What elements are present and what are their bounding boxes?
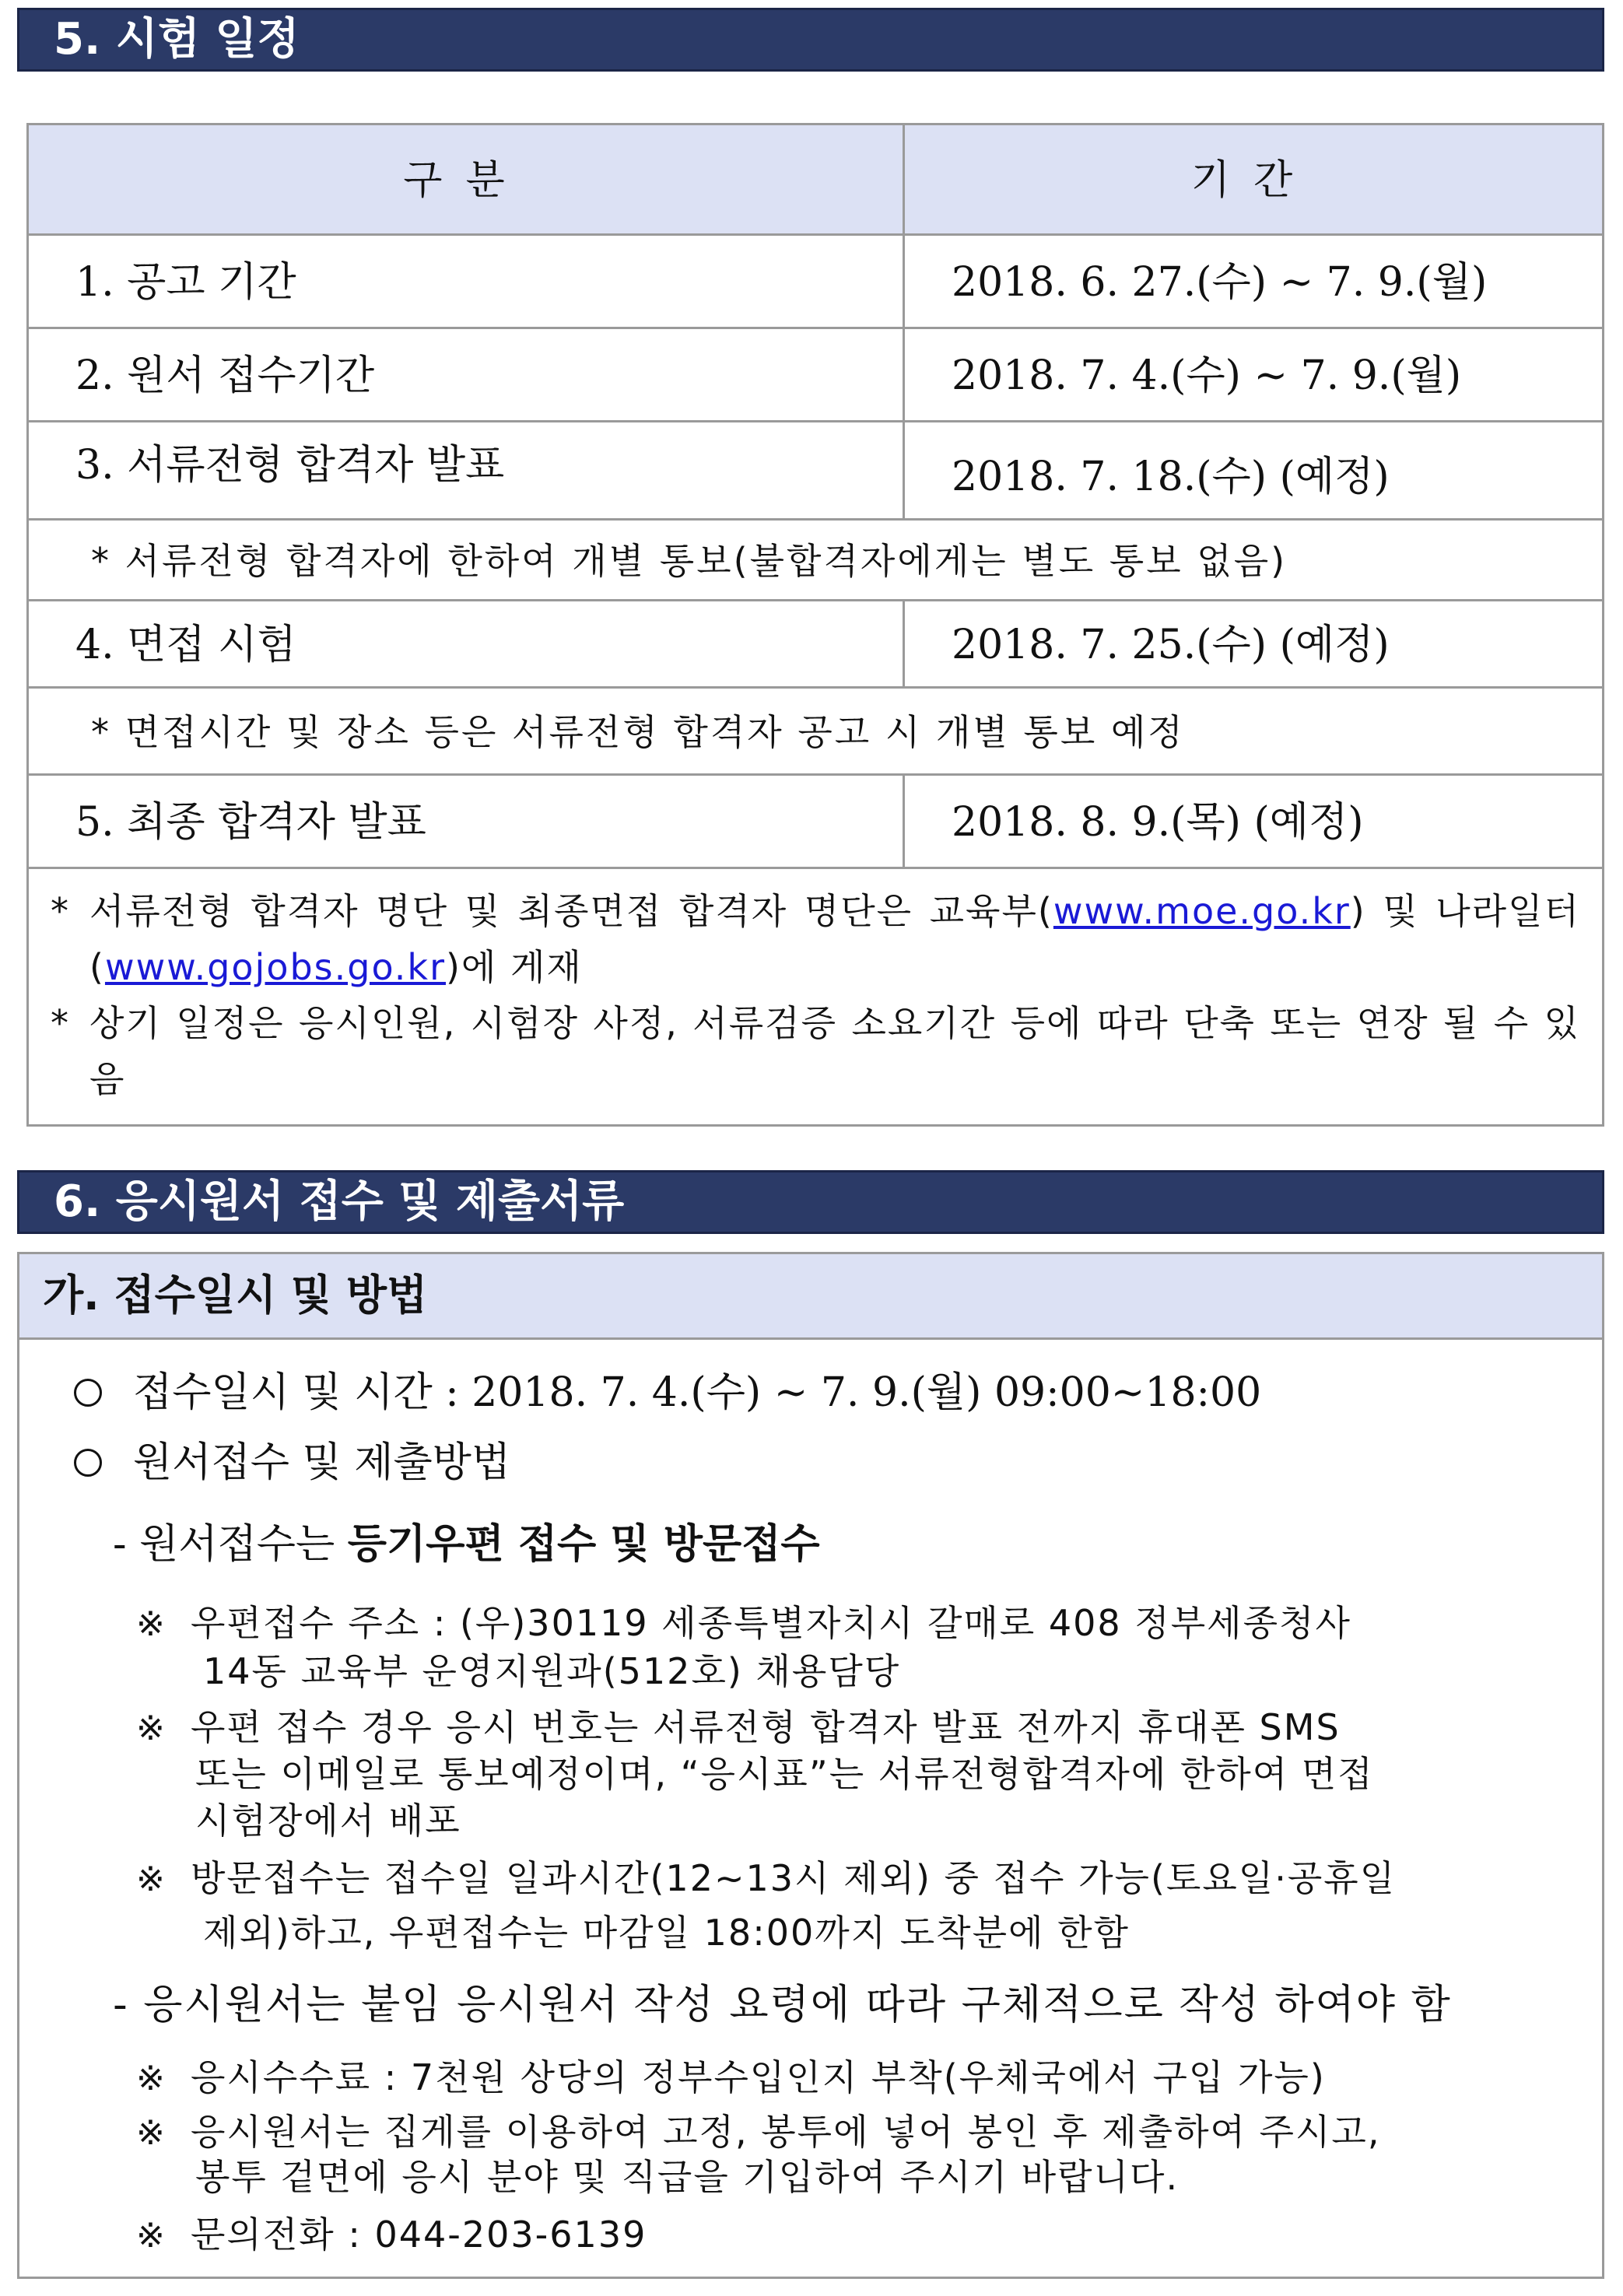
footnote-2 bbox=[51, 995, 1580, 1107]
footnote-text: 서류전형 합격자 명단 및 최종면접 합격자 명단은 교육부( bbox=[89, 890, 1053, 932]
dash-item-receipt bbox=[113, 1511, 820, 1569]
dash-item-form: - 응시원서는 붙임 응시원서 작성 요령에 따라 구체적으로 작성 하여야 함 bbox=[113, 1982, 1452, 2028]
note-text: 14동 교육부 운영지원과(512호) 채용담당 bbox=[203, 1650, 901, 1692]
note-text: 봉투 겉면에 응시 분야 및 직급을 기입하여 주시기 바랍니다. bbox=[195, 2156, 1180, 2198]
dash-bold-text: 등기우편 접수 및 방문접수 bbox=[347, 1520, 820, 1568]
application-box bbox=[17, 1252, 1604, 2279]
note-text: 우편접수 주소 : (우)30119 세종특별자치시 갈매로 408 정부세종청사 bbox=[191, 1602, 1351, 1644]
row-label: 1. 공고 기간 bbox=[29, 236, 905, 327]
note-envelope bbox=[136, 2104, 1381, 2155]
note-contact bbox=[136, 2207, 647, 2258]
footnote-text: 상기 일정은 응시인원, 시험장 사정, 서류검증 소요기간 등에 따라 단축 또는 연장 될 수 있음 bbox=[89, 1002, 1580, 1100]
reference-mark-icon: ※ bbox=[136, 1860, 167, 1899]
note-text: 시험장에서 배포 bbox=[195, 1800, 461, 1842]
bullet-text: 원서접수 및 제출방법 bbox=[133, 1439, 511, 1486]
moe-link[interactable]: www.moe.go.kr bbox=[1053, 890, 1351, 932]
table-footnotes bbox=[29, 869, 1602, 1124]
row-note-interview: * 면접시간 및 장소 등은 서류전형 합격자 공고 시 개별 통보 예정 bbox=[29, 689, 1602, 776]
table-row bbox=[29, 329, 1602, 422]
row-label: 3. 서류전형 합격자 발표 bbox=[29, 422, 905, 518]
bullet-method bbox=[74, 1429, 510, 1488]
footnote-text: ) 및 나라일터( bbox=[89, 890, 1580, 988]
header-period: 기간 bbox=[1190, 157, 1316, 204]
row-label: 4. 면접 시험 bbox=[29, 601, 905, 686]
note-text: 응시수수료 : 7천원 상당의 정부수입인지 부착(우체국에서 구입 가능) bbox=[191, 2056, 1326, 2098]
note-text: 방문접수는 접수일 일과시간(12~13시 제외) 중 접수 가능(토요일·공휴일 bbox=[191, 1857, 1397, 1899]
footnote-text: )에 게재 bbox=[445, 946, 583, 988]
circle-bullet-icon bbox=[74, 1379, 102, 1407]
reference-mark-icon: ※ bbox=[136, 1709, 167, 1748]
note-text: 또는 이메일로 통보예정이며, “응시표”는 서류전형합격자에 한하여 면접 bbox=[195, 1753, 1374, 1795]
table-row bbox=[29, 601, 1602, 689]
note-text: 제외)하고, 우편접수는 마감일 18:00까지 도착분에 한함 bbox=[203, 1912, 1130, 1954]
row-period: 2018. 7. 18.(수) (예정) bbox=[952, 454, 1390, 500]
bullet-text: 접수일시 및 시간 : 2018. 7. 4.(수) ~ 7. 9.(월) 09:00~18:00 bbox=[133, 1369, 1262, 1416]
table-header-row bbox=[29, 125, 1602, 236]
table-row bbox=[29, 236, 1602, 329]
row-period: 2018. 7. 25.(수) (예정) bbox=[952, 622, 1390, 668]
row-period: 2018. 8. 9.(목) (예정) bbox=[952, 799, 1364, 846]
contact-phone: 문의전화 : 044-203-6139 bbox=[191, 2214, 647, 2256]
section-5-title: 5. 시험 일정 bbox=[54, 14, 300, 65]
row-period: 2018. 6. 27.(수) ~ 7. 9.(월) bbox=[952, 259, 1488, 306]
subsection-header: 가. 접수일시 및 방법 bbox=[19, 1254, 1602, 1340]
section-5-header bbox=[17, 8, 1604, 72]
header-category: 구분 bbox=[29, 125, 905, 233]
row-label: 2. 원서 접수기간 bbox=[29, 329, 905, 420]
footnote-star: * bbox=[51, 1002, 68, 1044]
footnote-1 bbox=[51, 883, 1580, 995]
footnote-star: * bbox=[51, 890, 68, 932]
note-text: 응시원서는 집게를 이용하여 고정, 봉투에 넣어 봉인 후 제출하여 주시고, bbox=[191, 2111, 1381, 2153]
table-row bbox=[29, 422, 1602, 521]
note-address bbox=[136, 1595, 1351, 1646]
row-note-document: * 서류전형 합격자에 한하여 개별 통보(불합격자에게는 별도 통보 없음) bbox=[29, 521, 1602, 601]
reference-mark-icon: ※ bbox=[136, 1604, 167, 1644]
section-6-header bbox=[17, 1170, 1604, 1234]
note-sms bbox=[136, 1699, 1341, 1751]
reference-mark-icon: ※ bbox=[136, 2216, 167, 2256]
reference-mark-icon: ※ bbox=[136, 2113, 167, 2153]
circle-bullet-icon bbox=[74, 1449, 102, 1477]
gojobs-link[interactable]: www.gojobs.go.kr bbox=[104, 946, 446, 988]
note-fee bbox=[136, 2049, 1326, 2101]
schedule-table bbox=[26, 123, 1604, 1127]
row-label: 5. 최종 합격자 발표 bbox=[29, 776, 905, 867]
note-visit bbox=[136, 1850, 1396, 1902]
note-text: 우편 접수 경우 응시 번호는 서류전형 합격자 발표 전까지 휴대폰 SMS bbox=[191, 1706, 1341, 1748]
row-period: 2018. 7. 4.(수) ~ 7. 9.(월) bbox=[952, 352, 1462, 399]
reference-mark-icon: ※ bbox=[136, 2059, 167, 2098]
bullet-receipt-period bbox=[74, 1359, 1261, 1418]
section-6-title: 6. 응시원서 접수 및 제출서류 bbox=[54, 1176, 625, 1227]
table-row bbox=[29, 776, 1602, 869]
dash-text: - 원서접수는 bbox=[113, 1521, 348, 1568]
